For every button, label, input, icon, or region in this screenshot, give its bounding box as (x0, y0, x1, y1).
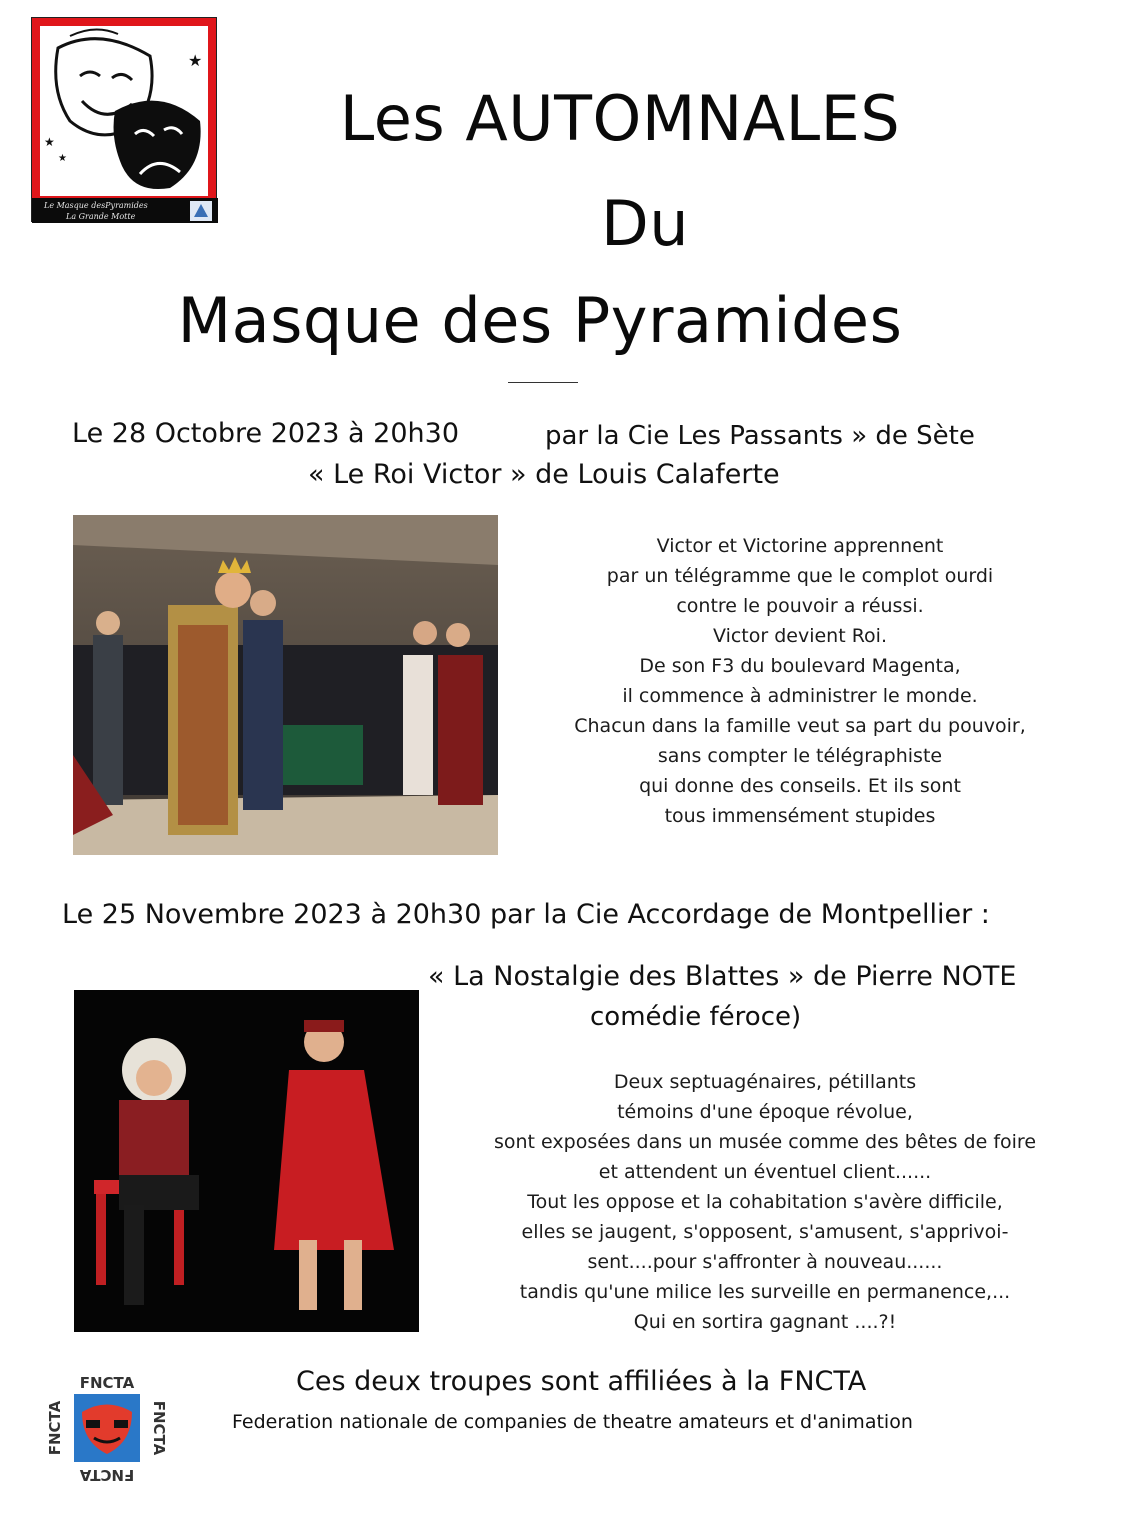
event1-synopsis (520, 531, 1080, 831)
title-line1: Les AUTOMNALES (339, 82, 901, 155)
event2-synopsis-line: Deux septuagénaires, pétillants (613, 1071, 917, 1093)
divider (508, 382, 578, 383)
event2-synopsis-line: sent....pour s'affronter à nouveau...... (587, 1251, 943, 1273)
event1-synopsis-line: Chacun dans la famille veut sa part du pouvoir, (574, 715, 1026, 737)
svg-text:★: ★ (188, 51, 203, 70)
event2-synopsis-line: et attendent un éventuel client...... (598, 1161, 932, 1183)
fncta-label-right: FNCTA (150, 1400, 168, 1456)
event2-synopsis-line: elles se jaugent, s'opposent, s'amusent, s'apprivoi- (521, 1221, 1009, 1243)
event2-synopsis-line: sont exposées dans un musée comme des bêtes de foire (493, 1131, 1037, 1153)
event1-synopsis-line: par un télégramme que le complot ourdi (606, 565, 994, 587)
footer-federation: Federation nationale de companies de theatre amateurs et d'animation (232, 1411, 913, 1433)
event1-synopsis-line: qui donne des conseils. Et ils sont (639, 775, 961, 797)
event2-date-troupe: Le 25 Novembre 2023 à 20h30 par la Cie Accordage de Montpellier : (62, 899, 990, 930)
event1-synopsis-line: sans compter le télégraphiste (657, 745, 943, 767)
event1-synopsis-line: Victor et Victorine apprennent (656, 535, 944, 557)
fncta-label-top: FNCTA (79, 1374, 135, 1392)
event2-synopsis (450, 1067, 1080, 1337)
event2-play: « La Nostalgie des Blattes » de Pierre NOTE (428, 961, 1017, 992)
title-line3: Masque des Pyramides (177, 284, 903, 357)
event2-photo (74, 990, 419, 1332)
event1-synopsis-line: tous immensément stupides (664, 805, 936, 827)
event2-genre: comédie féroce) (590, 1002, 802, 1032)
event2-synopsis-line: témoins d'une époque révolue, (617, 1101, 913, 1123)
fncta-label-left: FNCTA (46, 1400, 64, 1456)
event1-synopsis-line: contre le pouvoir a réussi. (676, 595, 924, 617)
event1-synopsis-line: il commence à administrer le monde. (622, 685, 978, 707)
event2-synopsis-line: Qui en sortira gagnant ....?! (633, 1311, 897, 1333)
fncta-label-bottom: FNCTA (79, 1466, 135, 1484)
logo-caption-line2: La Grande Motte (66, 212, 136, 221)
event1-synopsis-line: De son F3 du boulevard Magenta, (639, 655, 961, 677)
svg-text:★: ★ (44, 135, 55, 149)
event1-play: « Le Roi Victor » de Louis Calaferte (308, 459, 780, 490)
event1-troupe: par la Cie Les Passants » de Sète (545, 421, 975, 451)
footer-affiliation: Ces deux troupes sont affiliées à la FNCTA (296, 1366, 867, 1397)
title-line2: Du (600, 187, 690, 260)
event1-synopsis-line: Victor devient Roi. (712, 625, 887, 647)
event2-synopsis-line: tandis qu'une milice les surveille en permanence,... (519, 1281, 1011, 1303)
event1-photo (73, 515, 498, 855)
event1-date: Le 28 Octobre 2023 à 20h30 (72, 418, 459, 449)
svg-text:★: ★ (58, 153, 67, 164)
logo-caption-line1: Le Masque desPyramides (44, 201, 148, 210)
event2-synopsis-line: Tout les oppose et la cohabitation s'avère difficile, (527, 1191, 1003, 1213)
fncta-logo (46, 1372, 168, 1484)
